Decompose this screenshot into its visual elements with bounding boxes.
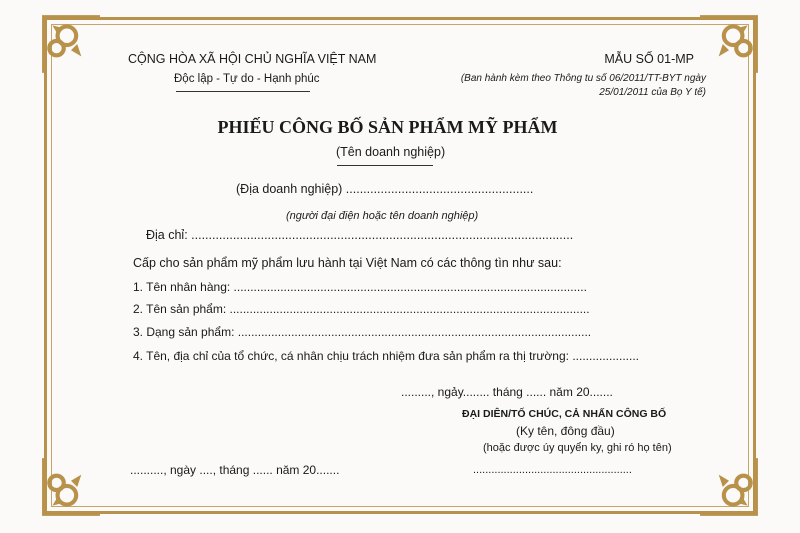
form-code: MẪU SỐ 01-MP — [604, 52, 694, 66]
company-address: (Địa doanh nghiệp) ...................................................... — [236, 182, 534, 196]
representative-note: (người đại điện hoặc tên doanh nghiệp) — [286, 210, 479, 222]
brand-name-field: 1. Tên nhân hàng: .......................................................................................................... — [133, 280, 587, 294]
address-field: Địa chỉ: .............................................................................................................. — [146, 228, 574, 242]
company-name: (Tên doanh nghiệp) — [336, 145, 446, 159]
nation-heading: CỘNG HÒA XÃ HỘI CHỦ NGHĨA VIỆT NAM — [128, 52, 377, 66]
signature-name-line: .................................................... — [473, 464, 632, 476]
motto-underline — [176, 91, 310, 92]
document-title: PHIẾU CÔNG BỐ SẢN PHẨM MỸ PHẨM — [217, 117, 558, 137]
signature-date: ........., ngảy........ tháng ...... năm 20....... — [401, 385, 613, 399]
corner-ornament-icon — [40, 456, 102, 518]
product-name-field: 2. Tên sản phẩm: ............................................................................................................ — [133, 302, 590, 316]
corner-ornament-icon — [40, 13, 102, 75]
company-underline — [337, 165, 433, 166]
issued-note-line1: (Ban hành kèm theo Thông tu số 06/2011/TT-BYT ngày — [460, 73, 706, 84]
signatory-role: ĐẠI DIÊN/TỐ CHÚC, CẢ NHẤN CÔNG BỐ — [462, 408, 667, 420]
corner-ornament-icon — [698, 13, 760, 75]
issued-note-line2: 25/01/2011 của Bọ Y tế) — [599, 87, 706, 98]
corner-ornament-icon — [698, 456, 760, 518]
responsible-party-field: 4. Tên, địa chỉ của tổ chức, cá nhân chịu trách nhiệm đưa sản phẩm ra thị trường: .................... — [133, 349, 639, 363]
left-date: .........., ngày ...., tháng ...... năm 20....... — [130, 463, 340, 477]
national-motto: Độc lập - Tự do - Hạnh phúc — [174, 73, 320, 85]
intro-text: Cấp cho sản phẩm mỹ phẩm lưu hành tại Việt Nam có các thông tìn như sau: — [133, 256, 562, 270]
product-form-field: 3. Dạng sản phẩm: .......................................................................................................... — [133, 325, 592, 339]
authorization-note: (hoặc được úy quyển ky, ghi ró họ tên) — [483, 442, 672, 454]
sign-note: (Ky tên, đông đầu) — [516, 424, 615, 438]
